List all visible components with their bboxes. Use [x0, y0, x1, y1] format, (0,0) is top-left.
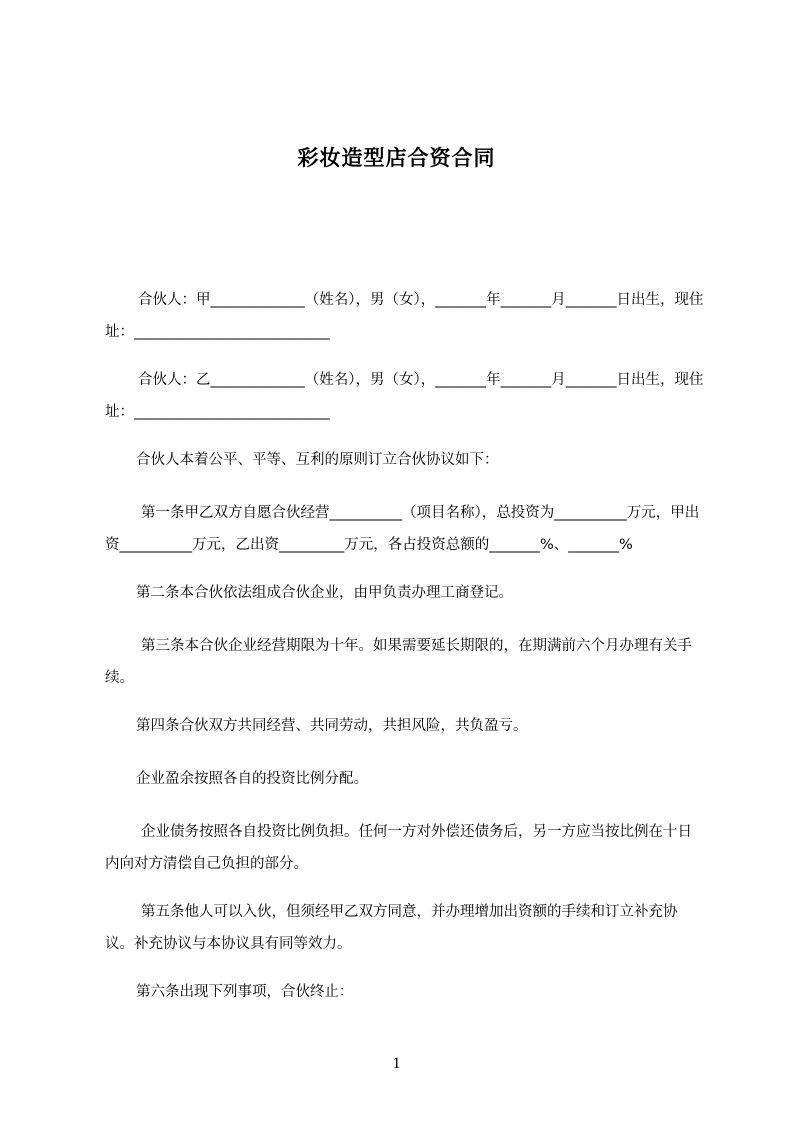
paragraph-profit-distribution: 企业盈余按照各自的投资比例分配。	[136, 771, 368, 787]
document-title: 彩妆造型店合资合同	[297, 146, 496, 170]
paragraph-article-1: 第一条甲乙双方自愿合伙经营__________（项目名称），总投资为__________万元，甲出资__________万元，乙出资_________万元，各占投资总额的_______%、_______%	[105, 505, 700, 553]
page-number: 1	[392, 1055, 401, 1072]
paragraph-article-2: 第二条本合伙依法组成合伙企业，由甲负责办理工商登记。	[136, 585, 513, 601]
paragraph-article-3: 第三条本合伙企业经营期限为十年。如果需要延长期限的，在期满前六个月办理有关手续。	[105, 638, 692, 686]
paragraph-debt-liability: 企业债务按照各自投资比例负担。任何一方对外偿还债务后，另一方应当按比例在十日内向对方清偿自己负担的部分。	[105, 824, 692, 872]
paragraph-preamble: 合伙人本着公平、平等、互利的原则订立合伙协议如下：	[136, 452, 499, 468]
paragraph-article-5: 第五条他人可以入伙，但须经甲乙双方同意，并办理增加出资额的手续和订立补充协议。补充协议与本协议具有同等效力。	[105, 904, 678, 952]
paragraph-article-6: 第六条出现下列事项，合伙终止：	[136, 984, 354, 1000]
paragraph-partner-a: 合伙人：甲_____________（姓名），男（女），_______年_______月_______日出生，现住址：___________________________	[105, 292, 704, 340]
paragraph-partner-b: 合伙人：乙_____________（姓名），男（女），_______年_______月_______日出生，现住址：___________________________	[105, 372, 704, 420]
paragraph-article-4: 第四条合伙双方共同经营、共同劳动，共担风险，共负盈亏。	[136, 718, 528, 734]
